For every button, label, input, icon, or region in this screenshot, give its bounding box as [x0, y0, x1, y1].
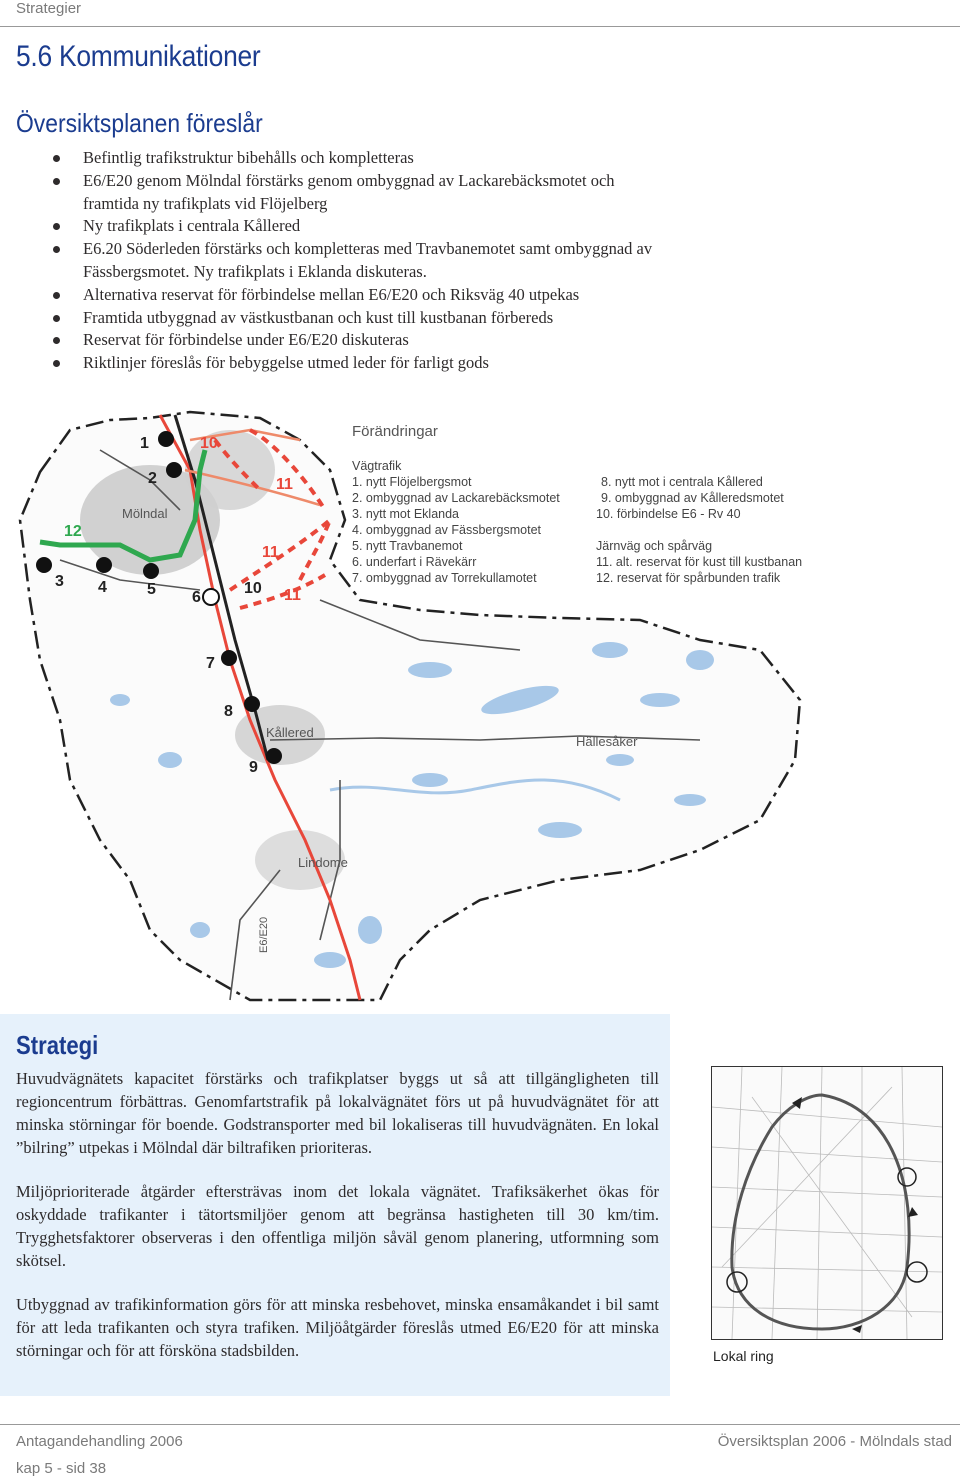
marker-label: 10 [244, 580, 262, 597]
header-divider [0, 26, 960, 27]
legend-item: 6. underfart i Rävekärr [352, 555, 477, 569]
marker-label: 12 [64, 523, 82, 540]
marker-label: 11 [262, 544, 279, 561]
strategy-paragraph: Miljöprioriterade åtgärder eftersträvas inom det lokala vägnätet. Trafiksäkerhet ökas för oskyddade trafikanter i tätortsmiljöer genom att begränsa hastigheten till 30 km/tim. Trygghetsfaktorer observeras i den offentliga miljön såväl genom planering, utformning som skötsel. [16, 1182, 659, 1270]
footer-divider [0, 1424, 960, 1425]
legend-item: 3. nytt mot Eklanda [352, 507, 460, 521]
legend-road-heading: Vägtrafik [352, 459, 402, 473]
subtitle: Översiktsplanen föreslår [16, 108, 263, 138]
marker-label: 3 [55, 573, 64, 590]
footer-right: Översiktsplan 2006 - Mölndals stad [717, 1433, 952, 1450]
list-item: E6/E20 genom Mölndal förstärks genom ombyggnad av Lackarebäcksmotet och framtida ny trafikplats vid Flöjelberg [48, 170, 658, 216]
legend-item: 9. ombyggnad av Kålleredsmotet [601, 491, 784, 505]
running-header: Strategier [16, 0, 82, 17]
section-title: 5.6 Kommunikationer [16, 40, 261, 73]
strategy-paragraph: Huvudvägnätets kapacitet förstärks och trafikplatser byggs ut så att tillgängligheten till regioncentrum förbättras. Genomfartstrafik på lokalvägnätet förs ut på huvudvägnätet för att minska störningar för boende. Godstransporter med bil lokaliseras till huvudvägnäten. En lokal ”bilring” utpekas i Mölndal där biltrafiken prioriteras. [16, 1069, 659, 1157]
page-number: kap 5 - sid 38 [16, 1460, 107, 1477]
list-item: Alternativa reservat för förbindelse mellan E6/E20 och Riksväg 40 utpekas [48, 284, 658, 307]
marker-label: 11 [276, 476, 293, 493]
marker-label: 6 [192, 589, 201, 606]
legend-item: 1. nytt Flöjelbergsmot [352, 475, 472, 489]
local-ring-map [711, 1066, 943, 1340]
footer-left: Antagandehandling 2006 [16, 1433, 183, 1450]
marker-label: 7 [206, 655, 215, 672]
legend-item: 2. ombyggnad av Lackarebäcksmotet [352, 491, 560, 505]
place-name: Kållered [266, 725, 314, 740]
list-item: Framtida utbyggnad av västkustbanan och kust till kustbanan förbereds [48, 307, 658, 330]
marker-label: 9 [249, 759, 258, 776]
place-name: Mölndal [122, 506, 168, 521]
legend-title: Förändringar [352, 423, 438, 440]
list-item: Befintlig trafikstruktur bibehålls och kompletteras [48, 147, 658, 170]
marker-label: 8 [224, 703, 233, 720]
strategy-title: Strategi [16, 1030, 99, 1060]
legend-item: 11. alt. reservat för kust till kustbanan [596, 555, 803, 569]
marker-label: 2 [148, 470, 157, 487]
marker-label: 4 [98, 579, 107, 596]
proposal-list [48, 147, 658, 375]
direction-arrow [852, 1325, 862, 1333]
marker-label: 5 [147, 581, 156, 598]
marker-label: 11 [284, 587, 301, 604]
list-item: Riktlinjer föreslås för bebyggelse utmed leder för farligt gods [48, 352, 658, 375]
legend-item: 8. nytt mot i centrala Kållered [601, 475, 763, 489]
list-item: E6.20 Söderleden förstärks och kompletteras med Travbanemotet samt ombyggnad av Fässbergsmotet. Ny trafikplats i Eklanda diskuteras. [48, 238, 658, 284]
legend-item: 4. ombyggnad av Fässbergsmotet [352, 523, 541, 537]
legend-item: 7. ombyggnad av Torrekullamotet [352, 571, 537, 585]
strategy-paragraph: Utbyggnad av trafikinformation görs för att minska resbehovet, minska ensamåkandet i bil samt för att leda trafikanten och styra trafiken. Miljöåtgärder föreslås utmed E6/E20 för att minska störningar och för att försköna stadsbilden. [16, 1295, 659, 1360]
legend-item: 10. förbindelse E6 - Rv 40 [596, 507, 741, 521]
marker-label: 1 [140, 435, 149, 452]
list-item: Reservat för förbindelse under E6/E20 diskuteras [48, 329, 658, 352]
marker-label: 10 [200, 435, 218, 452]
list-item: Ny trafikplats i centrala Kållered [48, 215, 658, 238]
road-label: E6/E20 [258, 916, 270, 953]
legend-rail-heading: Järnväg och spårväg [596, 539, 713, 553]
inset-caption: Lokal ring [713, 1348, 774, 1364]
legend-item: 5. nytt Travbanemot [352, 539, 463, 553]
legend-item: 12. reservat för spårbunden trafik [596, 571, 781, 585]
place-name: Hällesåker [576, 734, 638, 749]
local-ring-drawing [712, 1067, 942, 1339]
place-name: Lindome [298, 855, 348, 870]
